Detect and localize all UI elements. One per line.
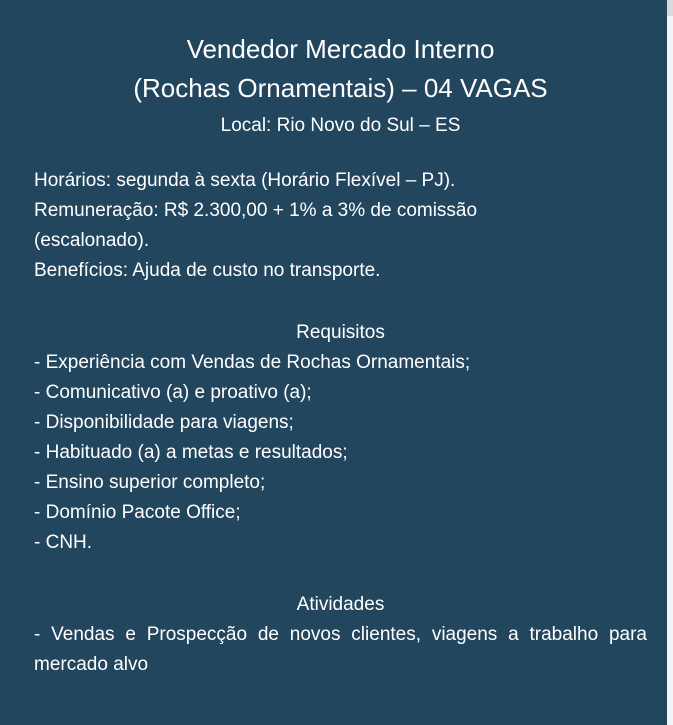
activities-heading: Atividades [296,594,385,615]
requirement-item: - Comunicativo (a) e proativo (a); [34,382,312,403]
requirement-item: - Experiência com Vendas de Rochas Ornamentais; [34,352,471,373]
requirement-item: - Habituado (a) a metas e resultados; [34,442,348,463]
requirements-list [34,348,647,558]
job-location: Local: Rio Novo do Sul – ES [220,115,461,136]
remuneration-line2: (escalonado). [34,230,150,251]
job-title-line1: Vendedor Mercado Interno [186,34,495,64]
job-info [34,166,647,286]
requirement-item: - CNH. [34,532,93,553]
working-hours: Horários: segunda à sexta (Horário Flexível – PJ). [34,170,456,191]
corner-mark [667,0,673,16]
requirements-heading: Requisitos [296,322,385,343]
requirement-item: - Ensino superior completo; [34,472,266,493]
activity-description: - Vendas e Prospecção de novos clientes, viagens a trabalho para mercado alvo [34,624,647,675]
job-title [34,30,647,108]
job-title-line2: (Rochas Ornamentais) – 04 VAGAS [133,73,548,103]
benefits: Benefícios: Ajuda de custo no transporte. [34,260,381,281]
right-border [667,0,673,725]
remuneration-line1: Remuneração: R$ 2.300,00 + 1% a 3% de comissão [34,200,478,221]
requirement-item: - Disponibilidade para viagens; [34,412,294,433]
requirement-item: - Domínio Pacote Office; [34,502,241,523]
